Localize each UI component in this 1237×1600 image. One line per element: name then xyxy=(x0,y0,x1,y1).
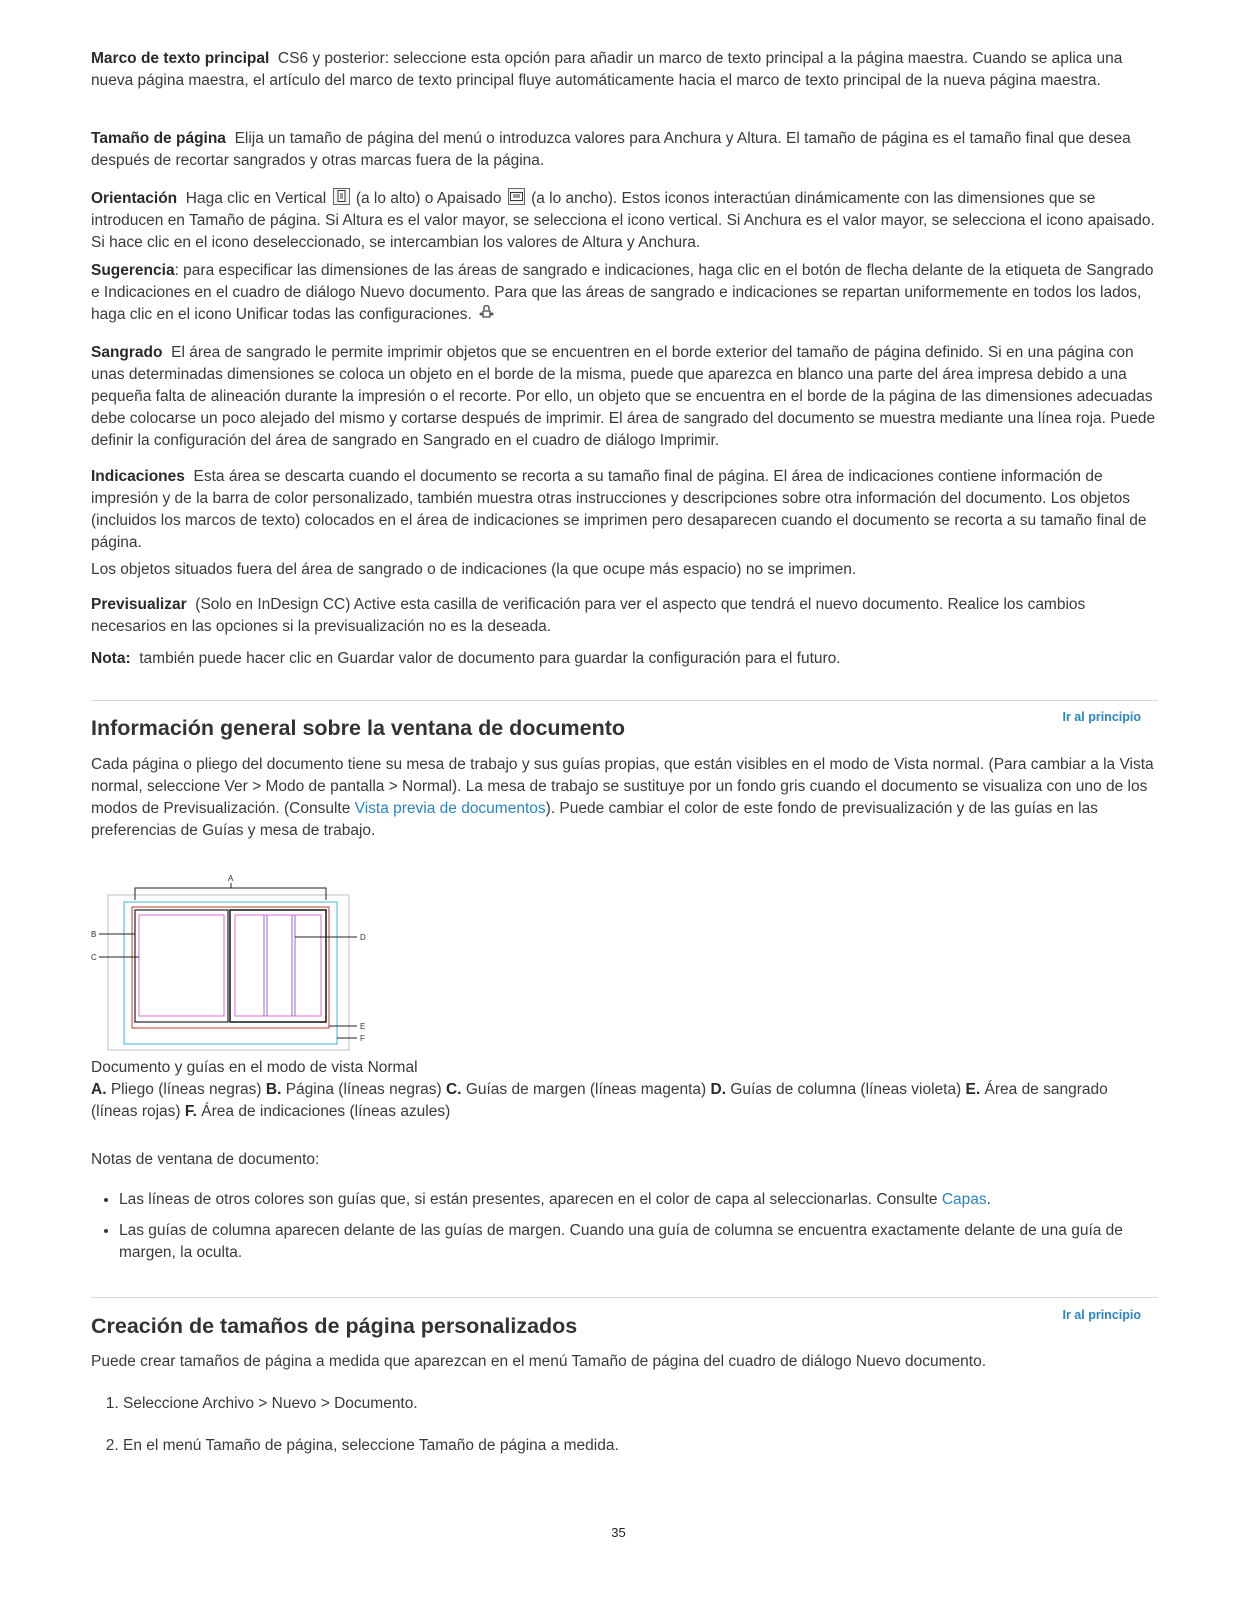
option-text: Haga clic en Vertical xyxy=(185,190,327,207)
tip-block xyxy=(91,260,1158,326)
callout-d: D xyxy=(360,933,366,942)
option-label: Orientación xyxy=(91,190,178,207)
legend-value: Guías de columna (líneas violeta) xyxy=(730,1081,962,1098)
note-text: también puede hacer clic en Guardar valor de documento para guardar la configuración para el futuro. xyxy=(139,650,841,667)
intro-text: Cada página o pliego del documento tiene su mesa de trabajo y sus guías propias, que están visibles en el modo de Vista normal. (Para cambiar a la Vista normal, seleccione Ver > Modo de pantalla > Normal). La mesa de trabajo se sustituye por un fondo gris cuando el documento se visualiza con uno de los modos de Previsualización. (Consulte xyxy=(91,756,1154,817)
option-text: El área de sangrado le permite imprimir objetos que se encuentren en el borde exterior del tamaño de página definido. Si en una página con unas determinadas dimensiones se coloca un objeto en el borde de la misma, puede que aparezca en blanco una parte del área impresa debido a una pequeña falta de alineación durante la impresión o el recorte. Por ello, un objeto que se encuentra en el borde de la página de las dimensiones adecuadas debe colocarse un poco alejado del mismo y cortarse después de imprimir. El área de sangrado del documento se muestra mediante una línea roja. Puede definir la configuración del área de sangrado en Sangrado en el cuadro de diálogo Imprimir. xyxy=(91,344,1156,449)
legend-value: Área de sangrado (líneas rojas) xyxy=(91,1081,1108,1120)
legend-key: C. xyxy=(446,1081,462,1098)
legend-value: Guías de margen (líneas magenta) xyxy=(465,1081,707,1098)
legend-value: Página (líneas negras) xyxy=(285,1081,442,1098)
list-item xyxy=(119,1189,1158,1211)
callout-a: A xyxy=(228,874,234,883)
page-number: 35 xyxy=(611,1525,626,1540)
notes-list xyxy=(91,1189,1158,1264)
legend-key: D. xyxy=(710,1081,727,1098)
option-bleed xyxy=(91,342,1158,452)
tip-text: : para especificar las dimensiones de las áreas de sangrado e indicaciones, haga clic en el botón de flecha delante de la etiqueta de Sangrado e Indicaciones en el cuadro de diálogo Nuevo documento. Para que las áreas de sangrado e indicaciones se repartan uniformemente en todos los lados, haga clic en el icono Unificar todas las configuraciones. xyxy=(91,262,1154,323)
intro-text: ). Puede cambiar el color de este fondo de previsualización y de las guías en las preferencias de Guías y mesa de trabajo. xyxy=(91,800,1098,839)
document-window-diagram xyxy=(91,870,391,1060)
option-slug xyxy=(91,466,1158,554)
portrait-orientation-icon[interactable] xyxy=(333,188,350,205)
intro-text: Puede crear tamaños de página a medida que aparezcan en el menú Tamaño de página del cuadro de diálogo Nuevo documento. xyxy=(91,1353,987,1370)
option-label: Sangrado xyxy=(91,344,163,361)
option-label: Tamaño de página xyxy=(91,130,226,147)
caption-title: Documento y guías en el modo de vista Normal xyxy=(91,1059,418,1076)
landscape-orientation-icon[interactable] xyxy=(508,188,525,205)
legend-key: B. xyxy=(265,1081,282,1098)
option-label: Previsualizar xyxy=(91,596,187,613)
callout-e: E xyxy=(360,1022,366,1031)
option-text: (Solo en InDesign CC) Active esta casilla de verificación para ver el aspecto que tendrá el nuevo documento. Realice los cambios necesarios en las opciones si la previsualización no es la deseada. xyxy=(91,596,1086,635)
list-item: • Las guías de columna aparecen delante de las guías de margen. Cuando una guía de columna se encuentra exactamente delante de una guía de margen, la oculta. xyxy=(119,1220,1158,1264)
right-page-outline xyxy=(230,910,326,1022)
steps-list xyxy=(91,1393,1158,1457)
step-item: 1. Seleccione Archivo > Nuevo > Documento. xyxy=(123,1393,1158,1415)
legend-key: F. xyxy=(184,1103,197,1120)
figure-caption xyxy=(91,1057,1158,1123)
notes-heading-text: Notas de ventana de documento: xyxy=(91,1151,320,1168)
option-text: CS6 y posterior: seleccione esta opción para añadir un marco de texto principal a la página maestra. Cuando se aplica una nueva página maestra, el artículo del marco de texto principal fluye automáticamente hacia el marco de texto principal de la nueva página maestra. xyxy=(91,50,1123,89)
legend-value: Pliego (líneas negras) xyxy=(110,1081,262,1098)
print-note xyxy=(91,559,1158,581)
caption-legend xyxy=(91,1079,1158,1123)
note-text: . xyxy=(986,1191,991,1208)
legend-value: Área de indicaciones (líneas azules) xyxy=(201,1103,451,1120)
option-text: (a lo ancho). Estos iconos interactúan dinámicamente con las dimensiones que se introducen en Tamaño de página. Si Altura es el valor mayor, se selecciona el icono vertical. Si Anchura es el valor mayor, se selecciona el icono apaisado. Si hace clic en el icono deseleccionado, se intercambian los valores de Altura y Anchura. xyxy=(91,190,1155,251)
option-page-size xyxy=(91,128,1158,172)
option-text: Esta área se descarta cuando el documento se recorta a su tamaño final de página. El área de indicaciones contiene información de impresión y de la barra de color personalizado, también muestra otras instrucciones y descripciones sobre otra información del documento. Los objetos (incluidos los marcos de texto) colocados en el área de indicaciones se imprimen pero desaparecen cuando el documento se recorta a su tamaño final de página. xyxy=(91,468,1147,551)
callout-b: B xyxy=(91,930,97,939)
link-layers[interactable]: Capas xyxy=(941,1191,987,1208)
note-block xyxy=(91,648,1158,670)
tip-label: Sugerencia xyxy=(91,262,175,279)
step-item: 2. En el menú Tamaño de página, seleccione Tamaño de página a medida. xyxy=(123,1435,1158,1457)
steps-wrapper xyxy=(91,1393,1158,1477)
link-preview-documents[interactable]: Vista previa de documentos xyxy=(354,800,546,817)
note-label: Nota: xyxy=(91,650,131,667)
legend-key: A. xyxy=(91,1081,107,1098)
section-title-document-window: Información general sobre la ventana de documento xyxy=(91,716,626,740)
notes-list-wrapper xyxy=(91,1189,1158,1273)
section-intro xyxy=(91,754,1158,842)
option-master-text-frame xyxy=(91,48,1158,92)
notes-heading xyxy=(91,1149,1158,1171)
callout-c: C xyxy=(91,953,97,962)
option-text: (a lo alto) o Apaisado xyxy=(355,190,502,207)
section-intro xyxy=(91,1351,1158,1373)
option-orientation xyxy=(91,188,1158,254)
back-to-top-link[interactable]: Ir al principio xyxy=(1062,1308,1141,1322)
section-title-custom-page-sizes: Creación de tamaños de página personalizados xyxy=(91,1314,578,1338)
section-divider xyxy=(91,700,1158,701)
print-note-text: Los objetos situados fuera del área de sangrado o de indicaciones (la que ocupe más espacio) no se imprimen. xyxy=(91,561,857,578)
option-label: Indicaciones xyxy=(91,468,185,485)
legend-key: E. xyxy=(965,1081,981,1098)
unify-all-settings-icon[interactable] xyxy=(478,304,495,321)
option-preview xyxy=(91,594,1158,638)
option-label: Marco de texto principal xyxy=(91,50,270,67)
note-text: Las líneas de otros colores son guías que, si están presentes, aparecen en el color de capa al seleccionarlas. Consulte xyxy=(119,1191,942,1208)
back-to-top-link[interactable]: Ir al principio xyxy=(1062,710,1141,724)
section-divider xyxy=(91,1297,1158,1298)
callout-f: F xyxy=(360,1034,365,1043)
left-page-outline xyxy=(135,910,228,1022)
option-text: Elija un tamaño de página del menú o introduzca valores para Anchura y Altura. El tamaño de página es el tamaño final que desea después de recortar sangrados y otras marcas fuera de la página. xyxy=(91,130,1131,169)
